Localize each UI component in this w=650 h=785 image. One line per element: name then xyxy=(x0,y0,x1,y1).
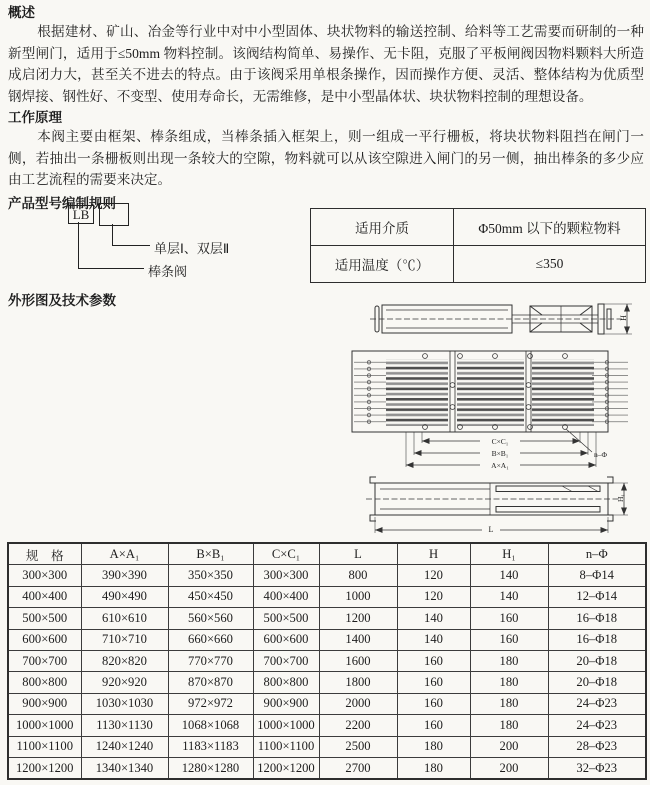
branch-label-layers: 单层Ⅰ、双层Ⅱ xyxy=(154,241,230,256)
spec-cell: 300×300 xyxy=(253,565,319,586)
spec-cell: 120 xyxy=(397,586,470,607)
rod-ends-right xyxy=(592,359,628,426)
spec-cell: 16–Φ18 xyxy=(548,608,646,629)
rod-ends-left xyxy=(354,359,386,426)
table-row xyxy=(8,736,646,757)
working-principle-heading: 工作原理 xyxy=(8,110,62,125)
valve-technical-drawing xyxy=(330,293,650,543)
spec-cell: 500×500 xyxy=(8,608,81,629)
col-header-spec: 规 格 xyxy=(8,543,81,565)
table-row xyxy=(8,629,646,650)
dim-label-h1: H₁ xyxy=(616,493,625,503)
spec-cell: 2200 xyxy=(319,715,397,736)
working-principle-paragraph: 本阀主要由框架、棒条组成，当棒条插入框架上，则一组成一平行栅板，将块状物料阻挡在闸门一侧，若抽出一条栅板则出现一条较大的空隙，物料就可以从该空隙进入闸门的另一侧，抽出棒条的多少应由工艺流程的需要来决定。 xyxy=(8,129,644,187)
spec-cell: 710×710 xyxy=(81,629,168,650)
spec-cell: 1800 xyxy=(319,672,397,693)
col-header-h: H xyxy=(397,543,470,565)
dim-label-cxc1: C×C₁ xyxy=(491,437,509,446)
spec-cell: 770×770 xyxy=(168,650,253,671)
model-code-box: LB xyxy=(68,205,94,224)
outline-heading: 外形图及技术参数 xyxy=(8,293,116,308)
spec-cell: 972×972 xyxy=(168,693,253,714)
spec-cell: 180 xyxy=(470,693,548,714)
col-header-axa1: A×A₁ xyxy=(81,543,168,565)
dim-label-h: H xyxy=(619,315,628,321)
spec-cell: 820×820 xyxy=(81,650,168,671)
spec-cell: 610×610 xyxy=(81,608,168,629)
spec-cell: 20–Φ18 xyxy=(548,650,646,671)
spec-cell: 180 xyxy=(470,715,548,736)
spec-cell: 20–Φ18 xyxy=(548,672,646,693)
spec-cell: 450×450 xyxy=(168,586,253,607)
spec-cell: 400×400 xyxy=(8,586,81,607)
model-rule-heading: 产品型号编制规则 xyxy=(8,195,116,211)
spec-cell: 1183×1183 xyxy=(168,736,253,757)
connector-line xyxy=(112,224,113,245)
spec-cell: 200 xyxy=(470,736,548,757)
spec-cell: 1200 xyxy=(319,608,397,629)
spec-cell: 140 xyxy=(470,586,548,607)
temperature-value: ≤350 xyxy=(454,246,646,283)
dim-label-l: L xyxy=(488,525,494,534)
spec-cell: 28–Φ23 xyxy=(548,736,646,757)
spec-cell: 900×900 xyxy=(8,693,81,714)
spec-cell: 1240×1240 xyxy=(81,736,168,757)
spec-cell: 500×500 xyxy=(253,608,319,629)
spec-cell: 180 xyxy=(470,672,548,693)
connector-line xyxy=(78,268,144,269)
col-header-bxb1: B×B₁ xyxy=(168,543,253,565)
side-view-bottom xyxy=(366,477,628,534)
table-row xyxy=(8,565,646,586)
spec-cell: 160 xyxy=(397,715,470,736)
spec-cell: 2700 xyxy=(319,757,397,779)
spec-cell: 1068×1068 xyxy=(168,715,253,736)
spec-cell: 140 xyxy=(470,565,548,586)
overview-heading: 概述 xyxy=(8,5,35,20)
connector-line xyxy=(112,245,150,246)
spec-cell: 180 xyxy=(397,757,470,779)
spec-cell: 1280×1280 xyxy=(168,757,253,779)
dim-label-bxb1: B×B₁ xyxy=(491,449,509,458)
model-code-empty-box xyxy=(99,203,129,226)
spec-cell: 1200×1200 xyxy=(253,757,319,779)
spec-cell: 180 xyxy=(397,736,470,757)
spec-cell: 400×400 xyxy=(253,586,319,607)
rod-grid xyxy=(457,359,524,426)
spec-cell: 700×700 xyxy=(8,650,81,671)
spec-cell: 600×600 xyxy=(8,629,81,650)
spec-cell: 870×870 xyxy=(168,672,253,693)
spec-cell: 1400 xyxy=(319,629,397,650)
spec-cell: 390×390 xyxy=(81,565,168,586)
spec-cell: 920×920 xyxy=(81,672,168,693)
table-row xyxy=(311,209,646,246)
spec-cell: 120 xyxy=(397,565,470,586)
overview-paragraph: 根据建材、矿山、冶金等行业中对中小型固体、块状物料的输送控制、给料等工艺需要而研制的一种新型闸门，适用于≤50mm 物料控制。该阀结构简单、易操作、无卡阻，克服了平板闸阀因物料颗料大所造成启闭力大，甚至关不进去的特点。由于该阀采用单根条操作，因而操作方便、灵活、整体结构为优质型钢焊接、钢性好、不变型、使用寿命长，无需维修，是中小型晶体状、块状物料控制的理想设备。 xyxy=(8,24,644,104)
table-row xyxy=(8,586,646,607)
spec-cell: 1600 xyxy=(319,650,397,671)
spec-cell: 2500 xyxy=(319,736,397,757)
spec-cell: 1340×1340 xyxy=(81,757,168,779)
spec-cell: 24–Φ23 xyxy=(548,715,646,736)
spec-table xyxy=(7,542,647,780)
spec-cell: 160 xyxy=(397,693,470,714)
spec-cell: 600×600 xyxy=(253,629,319,650)
spec-cell: 1030×1030 xyxy=(81,693,168,714)
spec-cell: 160 xyxy=(470,629,548,650)
spec-cell: 140 xyxy=(397,608,470,629)
col-header-nphi: n–Φ xyxy=(548,543,646,565)
connector-line xyxy=(78,222,79,268)
spec-cell: 140 xyxy=(397,629,470,650)
col-header-cxc1: C×C₁ xyxy=(253,543,319,565)
spec-cell: 1000×1000 xyxy=(8,715,81,736)
spec-cell: 350×350 xyxy=(168,565,253,586)
spec-cell: 1130×1130 xyxy=(81,715,168,736)
col-header-h1: H₁ xyxy=(470,543,548,565)
rod-grid xyxy=(532,359,594,426)
spec-cell: 490×490 xyxy=(81,586,168,607)
spec-cell: 2000 xyxy=(319,693,397,714)
media-label: 适用介质 xyxy=(311,209,454,246)
spec-cell: 32–Φ23 xyxy=(548,757,646,779)
temperature-label: 适用温度（℃） xyxy=(311,246,454,283)
spec-header-row xyxy=(8,543,646,565)
media-table xyxy=(310,208,646,283)
spec-cell: 8–Φ14 xyxy=(548,565,646,586)
branch-label-valve-type: 棒条阀 xyxy=(148,264,188,279)
table-row xyxy=(8,672,646,693)
spec-cell: 1200×1200 xyxy=(8,757,81,779)
table-row xyxy=(8,650,646,671)
spec-cell: 1100×1100 xyxy=(253,736,319,757)
dim-label-n-phi: n–Φ xyxy=(594,450,607,459)
spec-cell: 700×700 xyxy=(253,650,319,671)
plan-view xyxy=(352,351,628,470)
spec-cell: 1000 xyxy=(319,586,397,607)
table-row xyxy=(8,693,646,714)
spec-cell: 16–Φ18 xyxy=(548,629,646,650)
spec-cell: 660×660 xyxy=(168,629,253,650)
table-row xyxy=(8,715,646,736)
spec-cell: 180 xyxy=(470,650,548,671)
spec-cell: 800 xyxy=(319,565,397,586)
model-code-diagram xyxy=(60,203,330,293)
spec-cell: 200 xyxy=(470,757,548,779)
spec-cell: 160 xyxy=(397,672,470,693)
table-row xyxy=(311,246,646,283)
spec-cell: 900×900 xyxy=(253,693,319,714)
dim-label-axa1: A×A₁ xyxy=(491,461,509,470)
spec-cell: 160 xyxy=(397,650,470,671)
rod-grid xyxy=(386,359,448,426)
spec-cell: 24–Φ23 xyxy=(548,693,646,714)
spec-cell: 160 xyxy=(470,608,548,629)
spec-cell: 800×800 xyxy=(253,672,319,693)
col-header-l: L xyxy=(319,543,397,565)
media-value: Φ50mm 以下的颗粒物料 xyxy=(454,209,646,246)
table-row xyxy=(8,757,646,779)
spec-cell: 800×800 xyxy=(8,672,81,693)
top-text-block xyxy=(8,5,644,212)
table-row xyxy=(8,608,646,629)
spec-cell: 1000×1000 xyxy=(253,715,319,736)
spec-cell: 12–Φ14 xyxy=(548,586,646,607)
side-view-top xyxy=(370,304,632,334)
spec-cell: 1100×1100 xyxy=(8,736,81,757)
spec-cell: 560×560 xyxy=(168,608,253,629)
spec-cell: 300×300 xyxy=(8,565,81,586)
